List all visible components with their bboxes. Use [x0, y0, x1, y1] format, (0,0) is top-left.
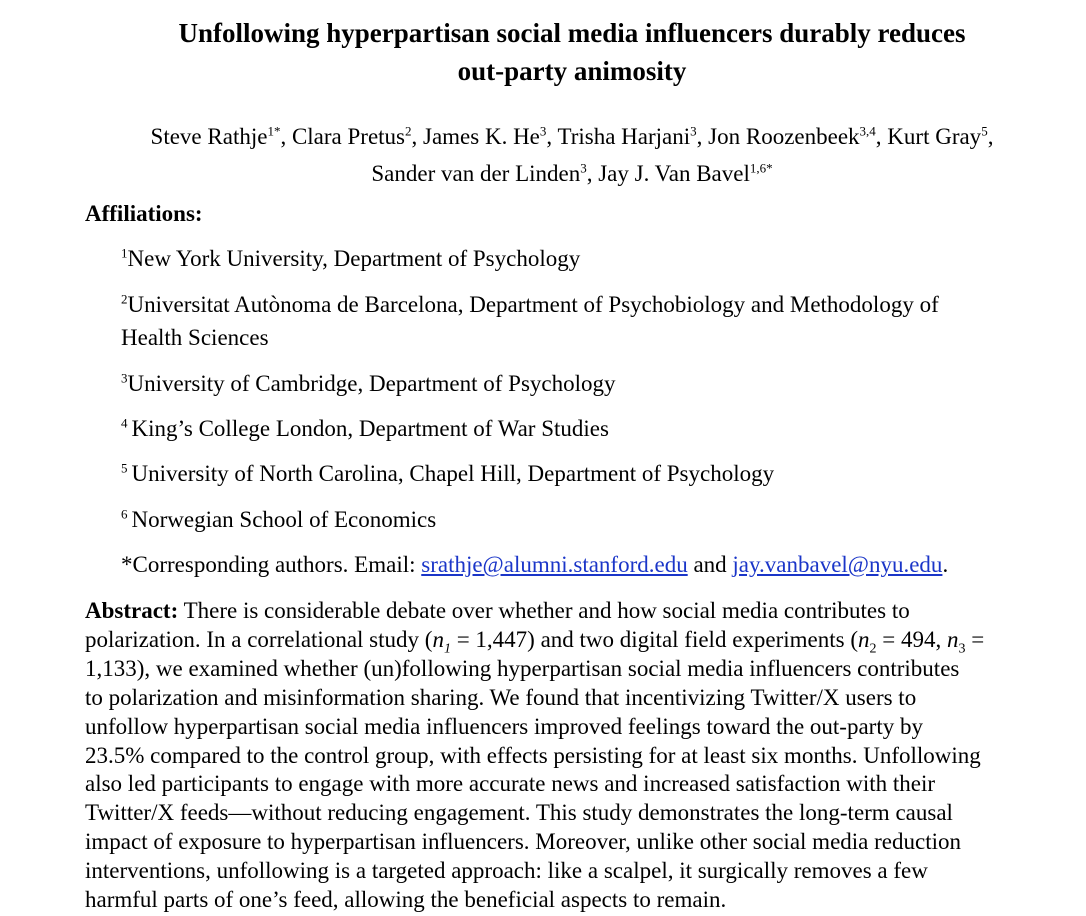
author-sup: 1,6* [749, 160, 773, 176]
author-name: Steve Rathje [150, 124, 268, 149]
corresponding-joiner: and [687, 552, 733, 577]
abstract-line: 1,133), we examined whether (un)following hyperpartisan social media influencers contributes [85, 655, 960, 681]
author-sup: 2 [405, 123, 412, 139]
author-sup: 1* [267, 123, 281, 139]
affiliation-mark: 1 [121, 245, 128, 261]
author-sup: 3 [539, 123, 547, 139]
affiliation-5 [121, 457, 1041, 490]
abstract-line: impact of exposure to hyperpartisan influencers. Moreover, unlike other social media reduction [85, 829, 961, 855]
abstract-line: Abstract: There is considerable debate over whether and how social media contributes to [85, 598, 910, 623]
email-link-vanbavel[interactable]: jay.vanbavel@nyu.edu [732, 552, 943, 577]
abstract-line: harmful parts of one’s feed, allowing the beneficial aspects to remain. [85, 887, 727, 913]
author-name: Kurt Gray [887, 124, 982, 149]
author-line-1: Steve Rathje$^{1*}$, Clara Pretus$^2$, James K. He$^3$, Trisha Harjani$^3$, Jon Roozenbeek$^{3,4}$, Kurt Gray$^5$, [150, 123, 994, 149]
author-name: Jay J. Van Bavel [598, 161, 750, 186]
paper-title [0, 14, 1086, 90]
affiliation-text: University of Cambridge, Department of Psychology [127, 371, 616, 396]
affiliation-text: University of North Carolina, Chapel Hill, Department of Psychology [131, 461, 775, 486]
title-line-1: Unfollowing hyperpartisan social media influencers durably reduces [178, 18, 966, 48]
affiliation-2 [121, 288, 1041, 354]
abstract-line: 23.5% compared to the control group, with effects persisting for at least six months. Unfollowing [85, 742, 981, 768]
abstract-line: to polarization and misinformation sharing. We found that incentivizing Twitter/X users to [85, 684, 917, 710]
affiliation-mark: 4 [121, 415, 128, 431]
author-sup: 3,4 [859, 123, 876, 139]
abstract-line: polarization. In a correlational study $(n_1 = 1,447)$ and two digital field experiments ($n_2 = 494$, $n_3$ = [85, 626, 985, 657]
affiliation-mark: 5 [121, 460, 128, 476]
author-sup: 3 [690, 123, 697, 139]
affiliation-text-cont: Health Sciences [121, 325, 269, 350]
abstract-line: Twitter/X feeds—without reducing engagement. This study demonstrates the long-term causal [85, 800, 953, 826]
affiliation-text: Norwegian School of Economics [131, 507, 437, 532]
author-name: James K. He [423, 124, 540, 149]
affiliation-3 [121, 367, 1041, 400]
affiliation-mark: 6 [121, 506, 128, 522]
author-name: Trisha Harjani [557, 124, 691, 149]
email-link-rathje[interactable]: srathje@alumni.stanford.edu [421, 552, 688, 577]
abstract [85, 597, 1050, 915]
affiliation-text: King’s College London, Department of War Studies [131, 416, 609, 441]
affiliation-4 [121, 412, 1041, 445]
affiliation-mark: 2 [121, 291, 128, 307]
affiliation-1 [121, 242, 1041, 275]
corresponding-authors [121, 548, 1041, 581]
corresponding-prefix: *Corresponding authors. Email: [121, 552, 422, 577]
title-line-2: out-party animosity [457, 56, 687, 86]
author-list [0, 118, 1086, 192]
author-name: Clara Pretus [291, 124, 405, 149]
author-sup: 3 [580, 160, 587, 176]
affiliation-mark: 3 [121, 370, 128, 386]
affiliation-text: New York University, Department of Psychology [127, 246, 581, 271]
affiliation-6 [121, 503, 1041, 536]
author-line-2: Sander van der Linden$^3$, Jay J. Van Bavel$^{1,6*}$ [371, 160, 773, 186]
author-name: Sander van der Linden [371, 161, 581, 186]
author-sup: 5 [981, 123, 988, 139]
abstract-label: Abstract: [85, 598, 179, 623]
affiliations-heading: Affiliations: [85, 201, 203, 226]
abstract-line: also led participants to engage with more accurate news and increased satisfaction with their [85, 771, 936, 797]
abstract-line: interventions, unfollowing is a targeted approach: like a scalpel, it surgically removes a few [85, 858, 928, 884]
abstract-line: unfollow hyperpartisan social media influencers improved feelings toward the out-party by [85, 713, 923, 739]
corresponding-suffix: . [942, 552, 949, 577]
affiliation-text: Universitat Autònoma de Barcelona, Department of Psychobiology and Methodology of [127, 292, 939, 317]
author-name: Jon Roozenbeek [708, 124, 860, 149]
